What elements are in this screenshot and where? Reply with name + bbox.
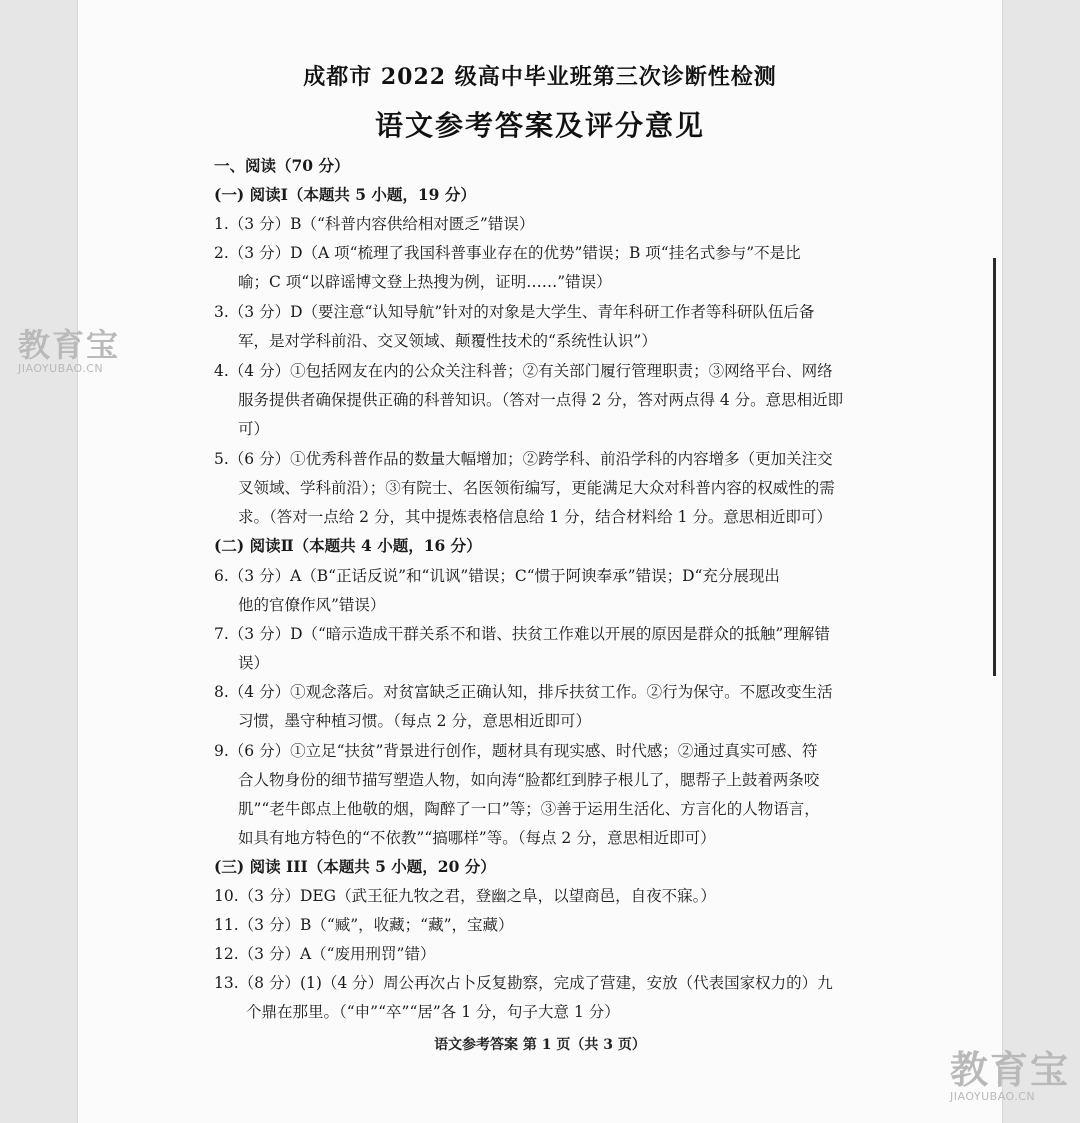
answer-line: 他的官僚作风”错误）	[238, 596, 386, 614]
answer-line: 10.（3 分）DEG（武王征九牧之君，登幽之阜，以望商邑，自夜不寐。）	[214, 887, 716, 905]
answer-line: 9.（6 分）①立足“扶贫”背景进行创作，题材具有现实感、时代感；②通过真实可感、符	[214, 742, 818, 760]
watermark-brand: 教育宝	[950, 1048, 1071, 1092]
answer-line: 11.（3 分）B（“臧”，收藏；“藏”，宝藏）	[214, 916, 514, 934]
scan-edge-line	[993, 258, 996, 676]
answer-line: 1.（3 分）B（“科普内容供给相对匮乏”错误）	[214, 215, 535, 233]
answer-line: 求。（答对一点给 2 分，其中提炼表格信息给 1 分，结合材料给 1 分。意思相近即可）	[238, 508, 832, 526]
subsection-heading: (二) 阅读Ⅱ（本题共 4 小题，16 分）	[214, 536, 482, 555]
answer-line: 7.（3 分）D（“暗示造成干群关系不和谐、扶贫工作难以开展的原因是群众的抵触”理解错	[214, 625, 830, 643]
answer-line: 服务提供者确保提供正确的科普知识。（答对一点得 2 分，答对两点得 4 分。意思相近即	[238, 391, 844, 409]
answer-line: 军，是对学科前沿、交叉领域、颠覆性技术的“系统性认识”）	[238, 332, 657, 350]
answer-line: 8.（4 分）①观念落后。对贫富缺乏正确认知，排斥扶贫工作。②行为保守。不愿改变生活	[214, 683, 833, 701]
watermark-logo	[18, 328, 120, 375]
watermark-logo	[950, 1050, 1070, 1103]
answer-line: 12.（3 分）A（“废用刑罚”错）	[214, 945, 436, 963]
answer-line: 可）	[238, 420, 270, 438]
subsection-heading: (一) 阅读Ⅰ（本题共 5 小题，19 分）	[214, 185, 476, 204]
answer-line: 合人物身份的细节描写塑造人物，如向涛“脸都红到脖子根儿了，腮帮子上鼓着两条咬	[238, 771, 820, 789]
page-footer: 语文参考答案 第 1 页（共 3 页）	[434, 1037, 646, 1053]
answer-line: 5.（6 分）①优秀科普作品的数量大幅增加；②跨学科、前沿学科的内容增多（更加关注交	[214, 450, 833, 468]
answer-line: 个鼎在那里。（“申”“卒”“居”各 1 分，句子大意 1 分）	[246, 1003, 620, 1021]
document-subtitle: 语文参考答案及评分意见	[374, 109, 705, 142]
watermark-brand: 教育宝	[18, 326, 121, 364]
answer-line: 肌”“老牛郎点上他敬的烟，陶醉了一口”等；③善于运用生活化、方言化的人物语言，	[238, 800, 820, 818]
watermark-site: JIAOYUBAO.CN	[18, 362, 104, 375]
answer-line: 叉领域、学科前沿）；③有院士、名医领衔编写，更能满足大众对科普内容的权威性的需	[238, 479, 835, 497]
subsection-heading: (三) 阅读 III（本题共 5 小题，20 分）	[214, 857, 496, 876]
answer-line: 4.（4 分）①包括网友在内的公众关注科普；②有关部门履行管理职责；③网络平台、网络	[214, 362, 833, 380]
answer-line: 6.（3 分）A（B“正话反说”和“讥讽”错误；C“惯于阿谀奉承”错误；D“充分展现出	[214, 567, 780, 585]
document-title: 成都市 2022 级高中毕业班第三次诊断性检测	[303, 64, 777, 90]
answer-line: 3.（3 分）D（要注意“认知导航”针对的对象是大学生、青年科研工作者等科研队伍后备	[214, 303, 815, 321]
answer-line: 13.（8 分）(1)（4 分）周公再次占卜反复勘察，完成了营建，安放（代表国家权力的）九	[214, 974, 833, 992]
answer-line: 误）	[238, 654, 270, 672]
answer-line: 如具有地方特色的“不依教”“搞哪样”等。（每点 2 分，意思相近即可）	[238, 829, 716, 847]
watermark-site: JIAOYUBAO.CN	[950, 1090, 1036, 1103]
answer-line: 喻；C 项“以辟谣博文登上热搜为例，证明……”错误）	[238, 273, 612, 291]
answer-line: 2.（3 分）D（A 项“梳理了我国科普事业存在的优势”错误；B 项“挂名式参与”不是比	[214, 244, 801, 262]
answer-line: 习惯，墨守种植习惯。（每点 2 分，意思相近即可）	[238, 712, 591, 730]
section-heading: 一、阅读（70 分）	[214, 156, 350, 175]
